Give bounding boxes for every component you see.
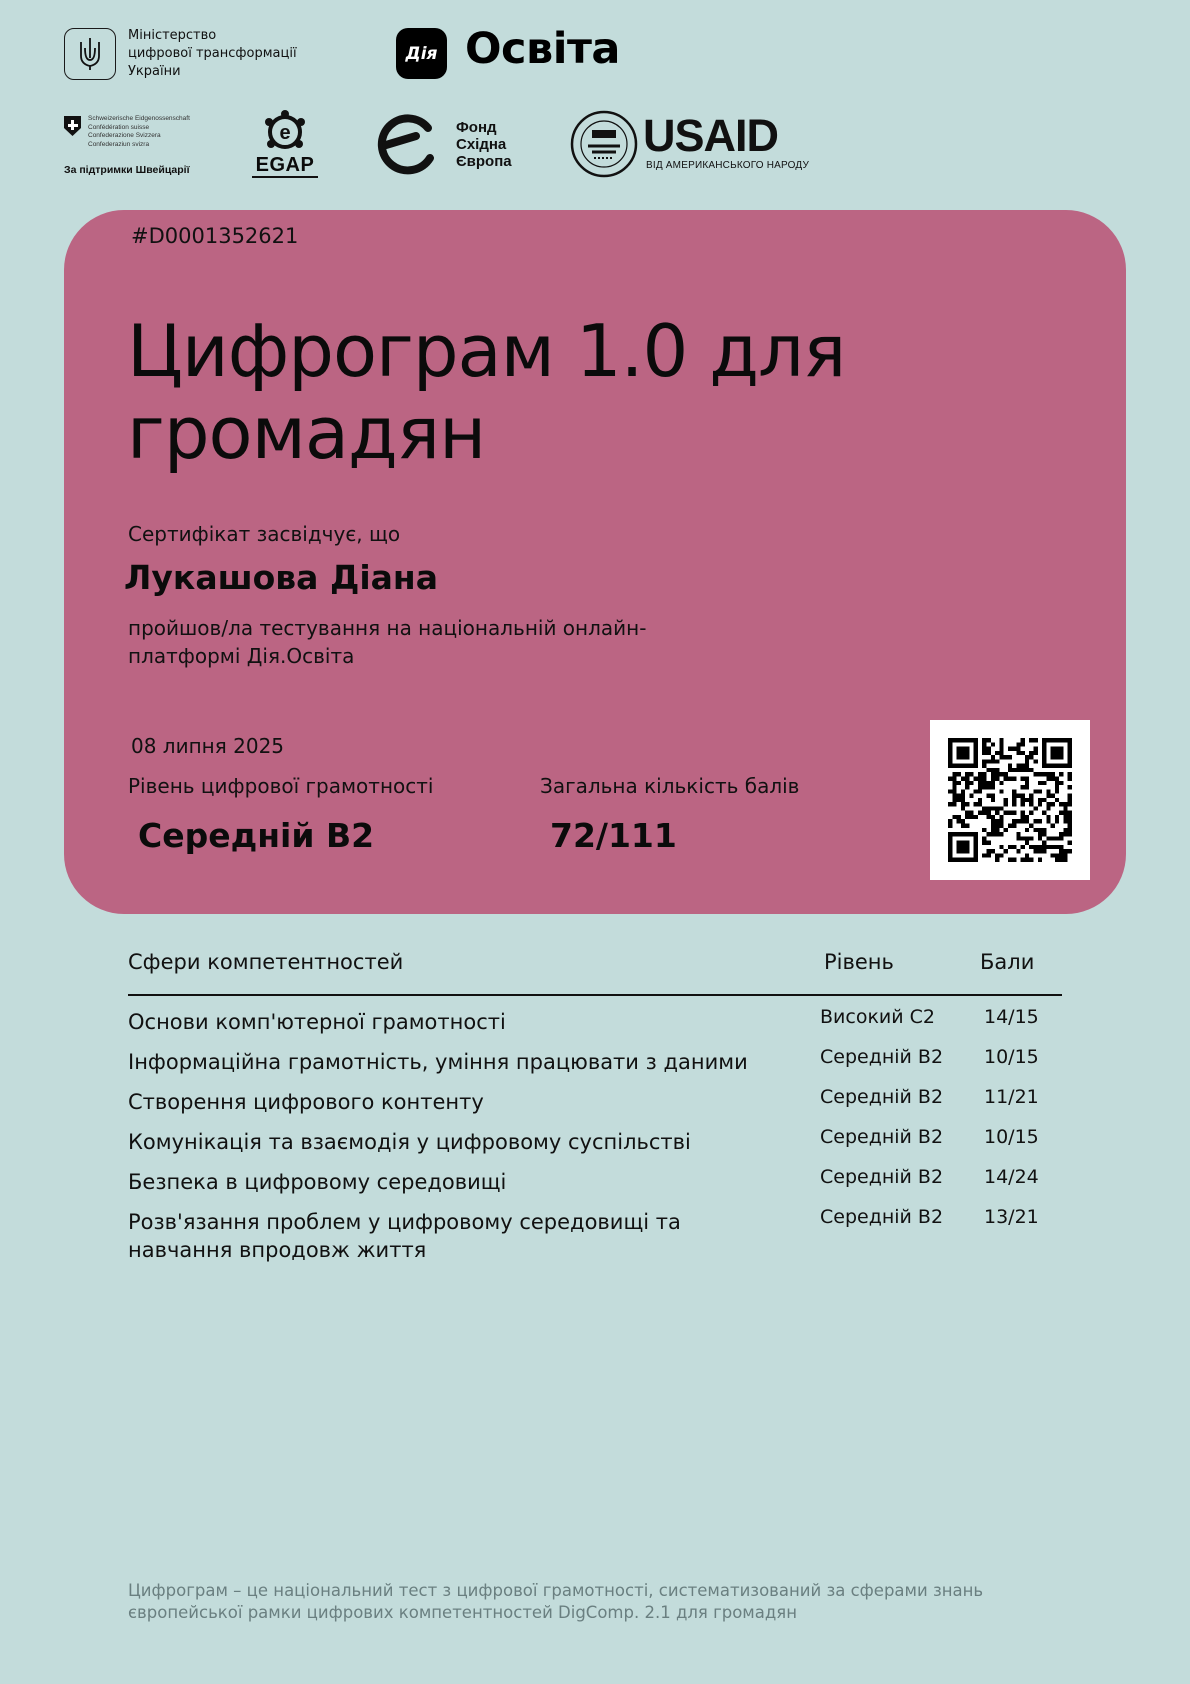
table-row — [128, 1048, 1088, 1076]
ministry-name-line: цифрової трансформації — [128, 46, 297, 61]
total-score-value: 72/111 — [550, 816, 677, 855]
competence-name: Безпека в цифровому середовищі — [128, 1170, 507, 1194]
total-score-label: Загальна кількість балів — [540, 774, 800, 798]
fund-east-europe-name — [456, 119, 512, 170]
column-header-score: Бали — [980, 950, 1035, 974]
competence-level: Середній B2 — [820, 1206, 944, 1228]
qr-code[interactable] — [930, 720, 1090, 880]
qr-code-icon — [948, 738, 1072, 862]
ministry-emblem — [64, 28, 116, 80]
competence-score: 10/15 — [984, 1126, 1039, 1148]
ministry-name-line: Міністерство — [128, 28, 217, 43]
egap-name: EGAP — [252, 154, 318, 178]
competence-level: Середній B2 — [820, 1046, 944, 1068]
competence-level: Середній B2 — [820, 1166, 944, 1188]
diia-logo-icon: Дія — [396, 28, 447, 79]
fund-line: Європа — [456, 153, 512, 170]
competence-name: Комунікація та взаємодія у цифровому суспільстві — [128, 1130, 691, 1154]
footnote: Цифрограм – це національний тест з цифрової грамотності, систематизований за сферами знань європейської рамки цифрових компетентностей DigComp. 2.1 для громадян — [128, 1581, 984, 1622]
ministry-name-line: України — [128, 64, 181, 79]
certificate-date: 08 липня 2025 — [131, 734, 285, 758]
certificate-id: #D0001352621 — [131, 224, 299, 248]
swiss-cross-icon — [64, 116, 81, 136]
swiss-line: Confédération suisse — [88, 123, 150, 131]
swiss-support-text: За підтримки Швейцарії — [64, 164, 190, 176]
competence-level: Високий C2 — [820, 1006, 936, 1028]
usaid-seal-icon — [570, 110, 638, 178]
competence-name: Розв'язання проблем у цифровому середовищі та навчання впродовж життя — [128, 1210, 681, 1262]
competences-table-header — [128, 950, 1062, 996]
recipient-name: Лукашова Діана — [124, 558, 438, 597]
competence-score: 14/15 — [984, 1006, 1039, 1028]
certifies-text: Сертифікат засвідчує, що — [128, 522, 401, 546]
competence-level: Середній B2 — [820, 1126, 944, 1148]
column-header-area: Сфери компетентностей — [128, 950, 404, 974]
svg-text:e: e — [279, 122, 291, 144]
competences-list — [128, 1008, 1088, 1276]
swiss-line: Confederazione Svizzera — [88, 132, 161, 139]
usaid-subtitle: ВІД АМЕРИКАНСЬКОГО НАРОДУ — [646, 160, 810, 171]
tryzub-icon — [77, 36, 103, 72]
table-row — [128, 1208, 1088, 1264]
competence-name: Інформаційна грамотність, уміння працювати з даними — [128, 1050, 748, 1074]
table-row — [128, 1128, 1088, 1156]
competence-level: Середній B2 — [820, 1086, 944, 1108]
fund-line: Фонд — [456, 119, 497, 136]
competence-name: Створення цифрового контенту — [128, 1090, 484, 1114]
swiss-line: Confederaziun svizra — [88, 140, 150, 148]
certificate-title: Цифрограм 1.0 для громадян — [127, 309, 846, 475]
swiss-confederation-text — [88, 115, 190, 149]
digital-literacy-level-label: Рівень цифрової грамотності — [128, 774, 434, 798]
table-row — [128, 1168, 1088, 1196]
ministry-name — [128, 27, 318, 81]
passed-test-text: пройшов/ла тестування на національній онлайн-платформі Дія.Освіта — [128, 616, 647, 668]
swiss-line: Schweizerische Eidgenossenschaft — [88, 115, 190, 122]
column-header-level: Рівень — [824, 950, 894, 974]
competence-score: 13/21 — [984, 1206, 1039, 1228]
digital-literacy-level-value: Середній B2 — [138, 816, 375, 855]
fund-line: Східна — [456, 136, 507, 153]
diia-osvita-title: Освіта — [465, 24, 620, 74]
usaid-name: USAID — [643, 110, 779, 161]
fund-east-europe-icon — [376, 114, 440, 176]
competence-score: 14/24 — [984, 1166, 1039, 1188]
table-row — [128, 1088, 1088, 1116]
table-row — [128, 1008, 1088, 1036]
competence-score: 11/21 — [984, 1086, 1039, 1108]
competence-name: Основи комп'ютерної грамотності — [128, 1010, 506, 1034]
competence-score: 10/15 — [984, 1046, 1039, 1068]
